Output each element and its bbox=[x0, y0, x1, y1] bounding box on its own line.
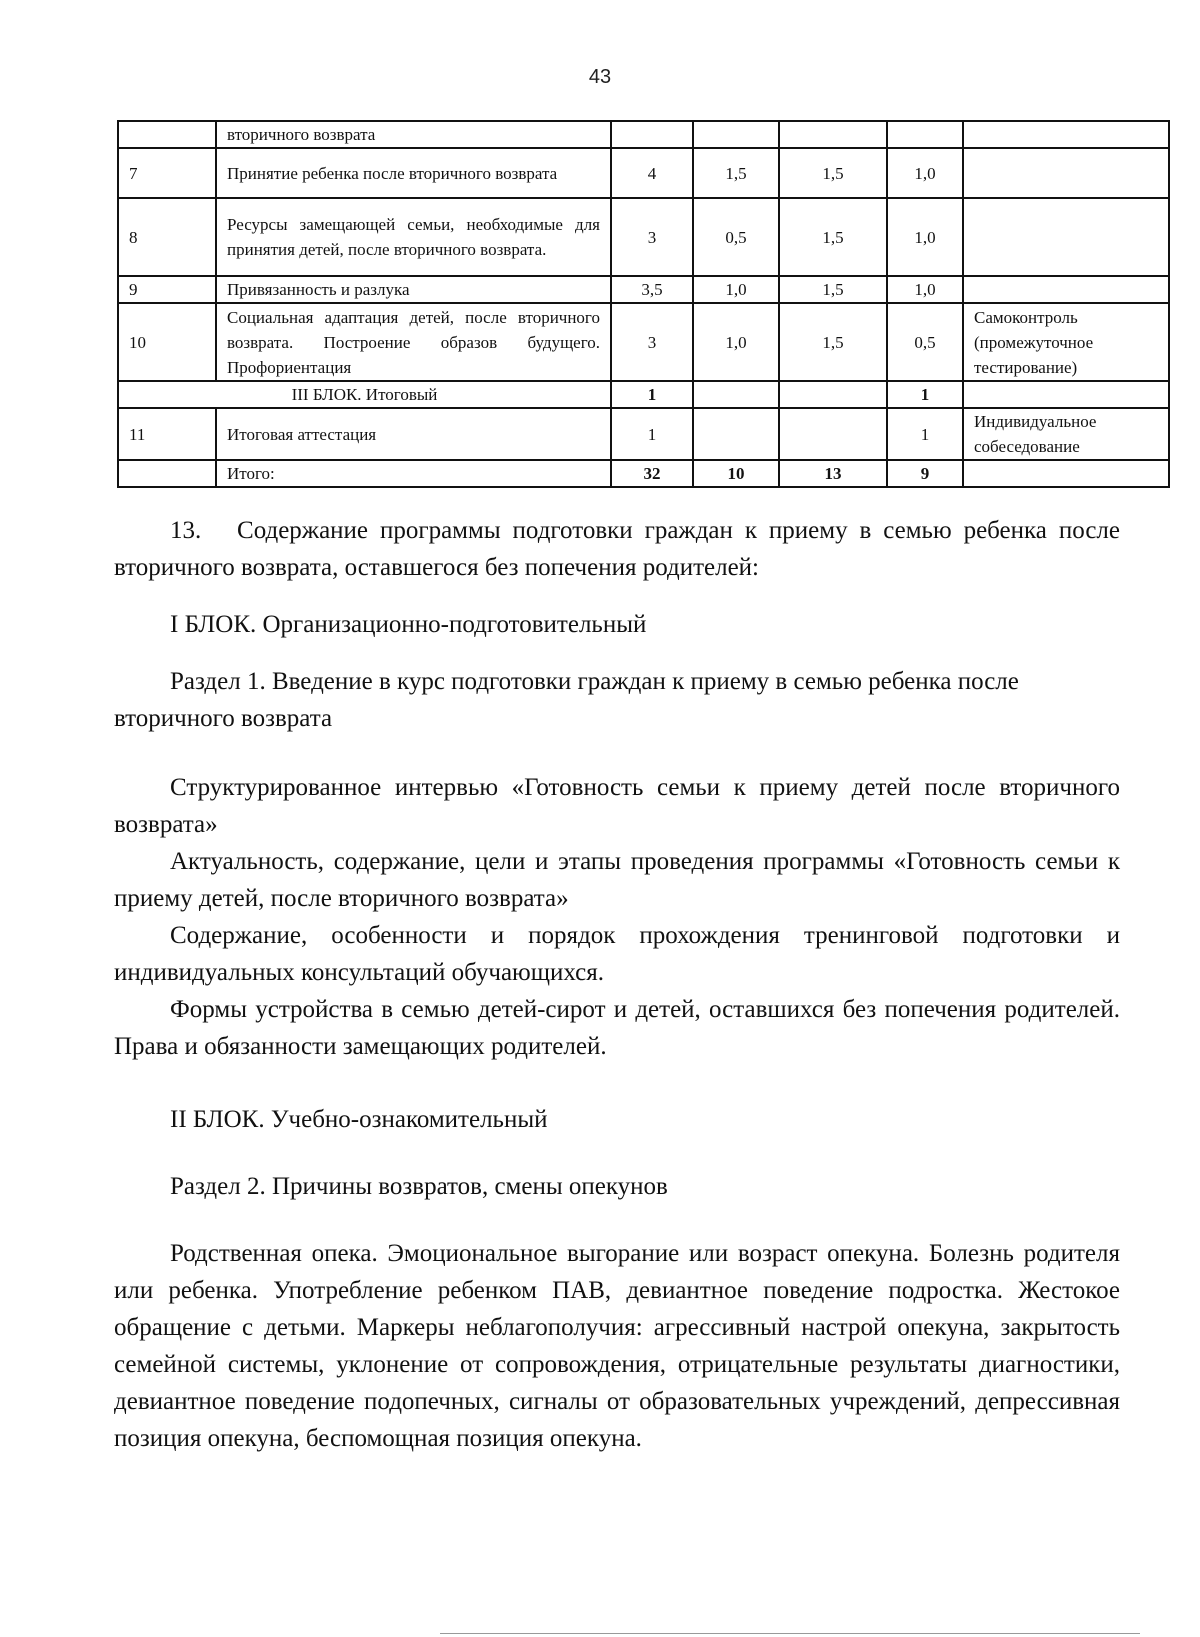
row-hours-col2: 1,5 bbox=[779, 198, 887, 276]
block3-control-form bbox=[963, 381, 1169, 408]
row-hours-col1: 1,0 bbox=[693, 303, 779, 381]
section2-title: Раздел 2. Причины возвратов, смены опекунов bbox=[170, 1173, 668, 1200]
totals-label: Итого: bbox=[216, 460, 611, 487]
row-control-form: Самоконтроль (промежуточное тестирование) bbox=[963, 303, 1169, 381]
block3-hours-col2 bbox=[779, 381, 887, 408]
row-number: 11 bbox=[118, 408, 216, 460]
row-hours-col3: 1,0 bbox=[887, 148, 963, 198]
row-hours-col3: 1,0 bbox=[887, 276, 963, 303]
document-body bbox=[114, 512, 1120, 1457]
row-topic: Привязанность и разлука bbox=[216, 276, 611, 303]
row-control-form bbox=[963, 148, 1169, 198]
row-hours-col1: 1,5 bbox=[693, 148, 779, 198]
row-number: 7 bbox=[118, 148, 216, 198]
totals-control-form bbox=[963, 460, 1169, 487]
section-13-heading: 13. Содержание программы подготовки граждан к приему в семью ребенка после вторичного возврата, оставшегося без попечения родителей: bbox=[114, 517, 1120, 581]
row-control-form bbox=[963, 276, 1169, 303]
row-control-form: Индивидуальное собеседование bbox=[963, 408, 1169, 460]
row-control-form bbox=[963, 121, 1169, 148]
block2-title: II БЛОК. Учебно-ознакомительный bbox=[170, 1106, 548, 1133]
row-hours-col3: 1 bbox=[887, 408, 963, 460]
table-row bbox=[118, 276, 1169, 303]
row-hours-col2: 1,5 bbox=[779, 148, 887, 198]
totals-hours: 32 bbox=[611, 460, 693, 487]
program-table bbox=[117, 120, 1170, 488]
totals-col2: 13 bbox=[779, 460, 887, 487]
row-number bbox=[118, 121, 216, 148]
row-total-hours: 3 bbox=[611, 303, 693, 381]
paragraph: Родственная опека. Эмоциональное выгорание или возраст опекуна. Болезнь родителя или ребенка. Употребление ребенком ПАВ, девиантное поведение подростка. Жестокое обращение с детьми. Маркеры неблагополучия: агрессивный настрой опекуна, закрытость семейной системы, уклонение от сопровождения, отрицательные результаты диагностики, девиантное поведение подопечных, сигналы от образовательных учреждений, депрессивная позиция опекуна, беспомощная позиция опекуна. bbox=[114, 1240, 1120, 1452]
row-topic: Итоговая аттестация bbox=[216, 408, 611, 460]
row-hours-col1 bbox=[693, 408, 779, 460]
page-number: 43 bbox=[588, 66, 612, 88]
row-topic: Социальная адаптация детей, после вторичного возврата. Построение образов будущего. Профориентация bbox=[216, 303, 611, 381]
footer-divider bbox=[440, 1633, 1140, 1634]
paragraph: Структурированное интервью «Готовность семьи к приему детей после вторичного возврата» bbox=[114, 774, 1120, 838]
row-control-form bbox=[963, 198, 1169, 276]
paragraph: Актуальность, содержание, цели и этапы проведения программы «Готовность семьи к приему детей, после вторичного возврата» bbox=[114, 848, 1120, 912]
row-topic: Принятие ребенка после вторичного возврата bbox=[216, 148, 611, 198]
table-row bbox=[118, 121, 1169, 148]
block3-hours-col1 bbox=[693, 381, 779, 408]
row-hours-col3: 1,0 bbox=[887, 198, 963, 276]
row-hours-col3 bbox=[887, 121, 963, 148]
row-topic: вторичного возврата bbox=[216, 121, 611, 148]
totals-col1: 10 bbox=[693, 460, 779, 487]
section1-title: Раздел 1. Введение в курс подготовки граждан к приему в семью ребенка после вторичного возврата bbox=[114, 668, 1019, 732]
row-hours-col2: 1,5 bbox=[779, 303, 887, 381]
totals-col3: 9 bbox=[887, 460, 963, 487]
row-total-hours: 4 bbox=[611, 148, 693, 198]
table-row bbox=[118, 148, 1169, 198]
row-hours-col2 bbox=[779, 121, 887, 148]
block3-label: III БЛОК. Итоговый bbox=[118, 381, 611, 408]
paragraph: Формы устройства в семью детей-сирот и детей, оставшихся без попечения родителей. Права и обязанности замещающих родителей. bbox=[114, 996, 1120, 1060]
row-total-hours: 3,5 bbox=[611, 276, 693, 303]
table-row bbox=[118, 303, 1169, 381]
row-hours-col2 bbox=[779, 408, 887, 460]
block3-total-hours: 1 bbox=[611, 381, 693, 408]
row-hours-col3: 0,5 bbox=[887, 303, 963, 381]
block-row bbox=[118, 381, 1169, 408]
row-total-hours bbox=[611, 121, 693, 148]
table-row bbox=[118, 198, 1169, 276]
row-total-hours: 3 bbox=[611, 198, 693, 276]
row-number: 8 bbox=[118, 198, 216, 276]
row-topic: Ресурсы замещающей семьи, необходимые для принятия детей, после вторичного возврата. bbox=[216, 198, 611, 276]
paragraph: Содержание, особенности и порядок прохождения тренинговой подготовки и индивидуальных консультаций обучающихся. bbox=[114, 922, 1120, 986]
totals-row bbox=[118, 460, 1169, 487]
table-row bbox=[118, 408, 1169, 460]
row-hours-col2: 1,5 bbox=[779, 276, 887, 303]
row-hours-col1 bbox=[693, 121, 779, 148]
row-hours-col1: 1,0 bbox=[693, 276, 779, 303]
row-number: 10 bbox=[118, 303, 216, 381]
row-number: 9 bbox=[118, 276, 216, 303]
row-hours-col1: 0,5 bbox=[693, 198, 779, 276]
block1-title: I БЛОК. Организационно-подготовительный bbox=[170, 611, 647, 638]
block3-hours-col3: 1 bbox=[887, 381, 963, 408]
row-total-hours: 1 bbox=[611, 408, 693, 460]
